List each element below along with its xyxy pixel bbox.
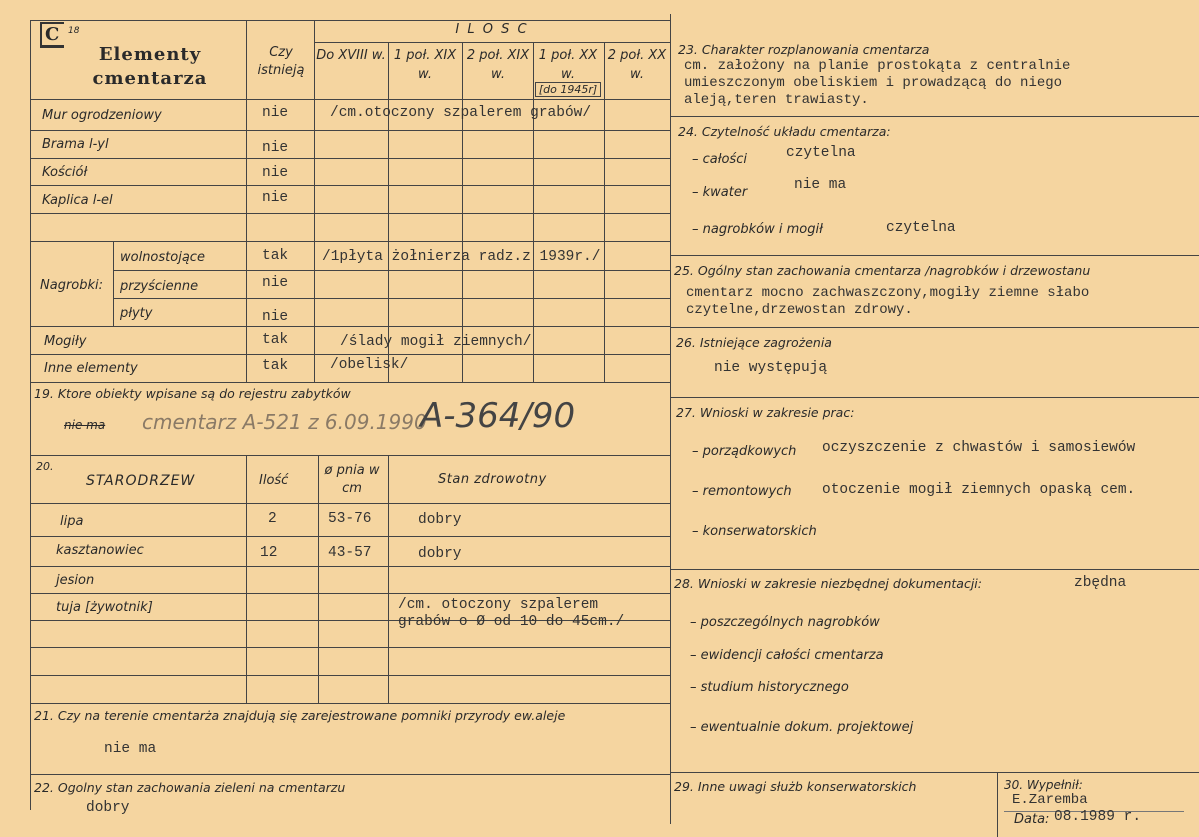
s26-label: 26. Istniejące zagrożenia [676,335,832,350]
rule [997,772,998,837]
rule [670,116,1199,117]
s28-item: – ewentualnie dokum. projektowej [690,720,914,735]
row-exists: nie [262,309,289,325]
rule [113,241,114,326]
s19-pencil-note: cmentarz A-521 z 6.09.1990 [142,410,427,434]
tree-qty: 12 [260,545,278,561]
tree-name: kasztanowiec [56,543,144,558]
s22-value: dobry [86,800,130,816]
rule [670,772,1199,773]
col-c2-header: 1 poł. XIX w. [393,48,457,82]
s24-kwater: – kwater [692,185,748,200]
row-label: wolnostojące [120,250,205,265]
rule [670,255,1199,256]
s27-rem-value: otoczenie mogił ziemnych opaską cem. [822,482,1136,498]
rule [30,241,670,242]
row-exists: nie [262,275,289,291]
s24-label: 24. Czytelność układu cmentarza: [678,124,891,139]
s27-kons: – konserwatorskich [692,524,817,539]
rule [670,569,1199,570]
row-label: Inne elementy [44,361,138,376]
row-exists: nie [262,105,289,121]
s27-rem: – remontowych [692,484,792,499]
row-note: /ślady mogił ziemnych/ [340,334,532,350]
rule [30,703,670,704]
s24-nagrobkow: – nagrobków i mogił [692,222,823,237]
tree-health-cont: grabów o Ø od 10 do 45cm./ [398,614,625,630]
s24-calosci: – całości [692,152,747,167]
rule [113,298,670,299]
row-label: Mur ogrodzeniowy [42,108,162,123]
rule [314,20,315,382]
logo-superscript: 18 [68,26,80,36]
tree-name: tuja [żywotnik] [56,600,153,615]
title-line1: Elementy [98,44,202,65]
s28-value: zbędna [1074,575,1127,591]
col-exists-header: Czy istnieją [257,45,305,78]
row-note: /1płyta żołnierza radz.z 1939r./ [322,249,601,265]
s25-label: 25. Ogólny stan zachowania cmentarza /nagrobków i drzewostanu [674,263,1091,278]
s20-col-health: Stan zdrowotny [438,472,547,487]
rule [314,42,670,43]
rule [388,455,389,703]
rule [30,326,670,327]
row-label: Brama l-yl [42,137,109,152]
row-exists: nie [262,140,289,156]
rule [30,213,670,214]
rule [30,354,670,355]
s19-label: 19. Ktore obiekty wpisane są do rejestru zabytków [34,386,351,401]
s30-name: E.Zaremba [1012,792,1088,808]
rule [30,455,670,456]
tree-diam: 53-76 [328,511,372,527]
rule [30,675,670,676]
s23-line: cm. założony na planie prostokąta z centralnie [684,58,1071,74]
row-label: płyty [120,306,153,321]
s23-line: umieszczonym obeliskiem i prowadzącą do niego [684,75,1063,91]
rule [30,566,670,567]
col-c3-header: 2 poł. XIX w. [466,48,530,82]
rule [670,397,1199,398]
rule [30,185,670,186]
s24-calosci-value: czytelna [786,145,856,161]
rule [30,130,670,131]
rule [30,593,670,594]
row-exists: tak [262,358,289,374]
tree-diam: 43-57 [328,545,372,561]
row-exists: tak [262,332,289,348]
rule [670,14,671,824]
row-label: Kaplica l-el [42,193,113,208]
rule [30,158,670,159]
s20-col-name: STARODRZEW [86,473,196,489]
rule [30,774,670,775]
tree-name: lipa [60,514,84,529]
col-c1-header: Do XVIII w. [316,48,386,63]
row-label: przyścienne [120,279,199,294]
rule [30,647,670,648]
tree-health: dobry [418,512,462,528]
s22-label: 22. Ogolny stan zachowania zieleni na cmentarzu [34,780,346,795]
row-exists: nie [262,165,289,181]
s27-porz: – porządkowych [692,444,797,459]
s24-kwater-value: nie ma [794,177,847,193]
rule [30,99,670,100]
row-note: /obelisk/ [330,357,409,373]
row-label: Mogiły [44,334,87,349]
rule [30,503,670,504]
s20-col-qty: Ilość [259,473,289,488]
s28-label: 28. Wnioski w zakresie niezbędnej dokumentacji: [674,576,982,591]
tree-health: /cm. otoczony szpalerem [398,597,599,613]
row-exists: nie [262,190,289,206]
rule [30,536,670,537]
s24-nagrobkow-value: czytelna [886,220,956,236]
rule [604,42,605,382]
rule [30,20,31,810]
title-line2: cmentarza [92,68,208,89]
s23-label: 23. Charakter rozplanowania cmentarza [678,42,930,57]
s21-label: 21. Czy na terenie cmentarża znajdują się zarejestrowane pomniki przyrody ew.aleje [34,708,566,723]
rule [246,455,247,703]
s21-value: nie ma [104,741,157,757]
tree-qty: 2 [268,511,277,527]
row-label: Kościół [42,165,88,180]
logo-c: C [40,22,64,48]
tree-name: jesion [56,573,95,588]
rule [388,42,389,382]
s19-struck: nie ma [64,418,106,432]
s27-porz-value: oczyszczenie z chwastów i samosiewów [822,440,1136,456]
s30-label: 30. Wypełnił: [1004,778,1083,792]
ilosc-header: I L O S C [455,22,529,37]
row-exists: tak [262,248,289,264]
s28-item: – ewidencji całości cmentarza [690,648,884,663]
s20-num: 20. [36,460,54,473]
s26-value: nie występują [714,360,828,376]
s29-label: 29. Inne uwagi służb konserwatorskich [674,779,917,794]
s25-line: czytelne,drzewostan zdrowy. [686,302,913,318]
s28-item: – poszczególnych nagrobków [690,615,880,630]
s20-col-diam: ø pnia w cm [324,463,380,496]
col-c4-sub: [do 1945r] [535,82,601,97]
s19-register-number: A-364/90 [420,396,576,436]
rule [113,270,670,271]
rule [30,382,670,383]
rule [670,327,1199,328]
s25-line: cmentarz mocno zachwaszczony,mogiły ziemne słabo [686,285,1090,301]
tree-health: dobry [418,546,462,562]
col-c5-header: 2 poł. XX w. [607,48,667,82]
rule [246,20,247,382]
s30-date: 08.1989 r. [1054,809,1142,825]
rule [462,42,463,382]
col-c4-header: 1 poł. XX w. [538,48,598,82]
s23-line: aleją,teren trawiasty. [684,92,869,108]
row-note: /cm.otoczony szpalerem grabów/ [330,105,592,121]
s27-label: 27. Wnioski w zakresie prac: [676,405,855,420]
nagrobki-label: Nagrobki: [40,278,104,293]
s30-date-label: Data: [1014,812,1050,827]
s28-item: – studium historycznego [690,680,849,695]
